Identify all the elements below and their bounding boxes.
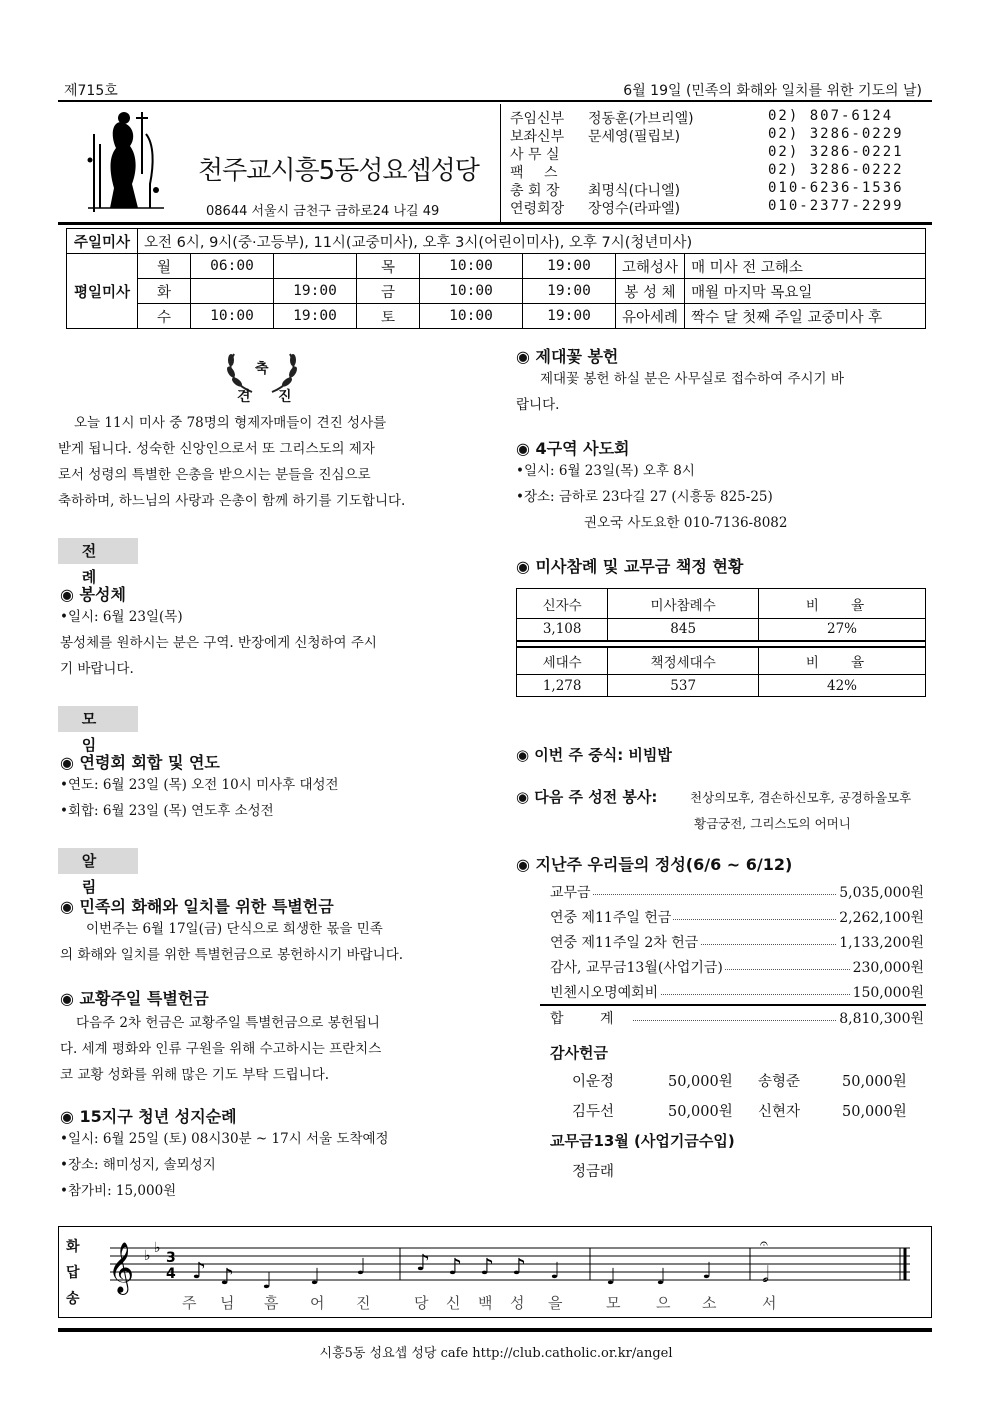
donor-name: 송형준 bbox=[758, 1074, 801, 1090]
lyric-char: 당 bbox=[414, 1294, 429, 1312]
stats-header-cell: 세대수 bbox=[517, 647, 608, 675]
footer-cafe-link[interactable]: 시흥5동 성요셉 성당 cafe http://club.catholic.or.kr/angel bbox=[319, 1346, 673, 1361]
stats-cell: 27% bbox=[759, 619, 926, 641]
stats-header-row bbox=[517, 647, 926, 675]
time-cell: 10:00 bbox=[191, 304, 274, 329]
congrats-left-char: 견 bbox=[237, 389, 251, 405]
contact-phone: 02) 807-6124 bbox=[768, 108, 894, 124]
lyric-char: 성 bbox=[510, 1294, 525, 1312]
choir-groups-line1: 천상의모후, 겸손하신모후, 공경하올모후 bbox=[690, 790, 912, 805]
day-cell: 월 bbox=[138, 254, 191, 279]
text-line: •장소: 금하로 23다길 27 (시흥동 825-25) bbox=[516, 489, 773, 505]
lyric-char: 소 bbox=[702, 1294, 717, 1312]
text-line: •참가비: 15,000원 bbox=[60, 1183, 177, 1199]
note-icon: ♩ bbox=[550, 1259, 561, 1284]
contact-row bbox=[510, 198, 920, 216]
text-line: •일시: 6월 25일 (토) 08시30분 ~ 17시 서울 도착예정 bbox=[60, 1131, 389, 1147]
time-cell: 10:00 bbox=[420, 279, 523, 304]
text-line: 로서 성령의 특별한 은총을 받으시는 분들을 진심으로 bbox=[58, 467, 371, 483]
header-top-rule bbox=[58, 100, 932, 102]
contact-row bbox=[510, 162, 920, 180]
flat-icon: ♭ bbox=[154, 1240, 161, 1256]
offering-label: 연중 제11주일 헌금 bbox=[550, 907, 673, 927]
offering-amount: 1,133,200원 bbox=[837, 932, 924, 952]
contact-role: 팩 스 bbox=[510, 165, 566, 181]
congrats-top-char: 축 bbox=[255, 361, 269, 377]
note-icon: 𝅗𝅥 bbox=[762, 1263, 769, 1288]
side-char: 송 bbox=[66, 1291, 80, 1307]
time-cell: 10:00 bbox=[420, 254, 523, 279]
fund-heading: 교무금13월 (사업기금수입) bbox=[550, 1132, 735, 1150]
text-line: 제대꽃 봉헌 하실 분은 사무실로 접수하여 주시기 바 bbox=[540, 371, 844, 387]
offering-total-row bbox=[550, 1008, 924, 1030]
saint-joseph-logo bbox=[80, 104, 176, 216]
contact-row bbox=[510, 144, 920, 162]
church-address: 08644 서울시 금천구 금하로24 나길 49 bbox=[206, 204, 440, 219]
total-label: 합 계 bbox=[550, 1008, 632, 1028]
pope-sunday-body bbox=[60, 1010, 480, 1088]
response-side-label bbox=[66, 1234, 86, 1312]
contact-role: 주임신부 bbox=[510, 111, 565, 127]
association-heading: ◉ 연령회 회합 및 연도 bbox=[60, 753, 220, 772]
altar-flower-heading: ◉ 제대꽃 봉헌 bbox=[516, 347, 619, 366]
stats-cell: 537 bbox=[608, 675, 759, 697]
thanks-row bbox=[568, 1100, 928, 1122]
response-lyrics bbox=[182, 1292, 802, 1312]
sunday-label: 주일미사 bbox=[67, 229, 138, 254]
lyric-char: 주 bbox=[182, 1294, 197, 1312]
time-signature-icon: 3 bbox=[166, 1250, 176, 1266]
contact-phone: 02) 3286-0221 bbox=[768, 144, 904, 160]
association-body bbox=[60, 772, 480, 824]
service-value: 짝수 달 첫째 주일 교중미사 후 bbox=[685, 304, 926, 329]
youth-pilgrimage-body bbox=[60, 1126, 480, 1204]
lyric-char: 을 bbox=[548, 1294, 563, 1312]
text-line: •연도: 6월 23일 (목) 오전 10시 미사후 대성전 bbox=[60, 777, 339, 793]
day-cell: 수 bbox=[138, 304, 191, 329]
lyric-char: 으 bbox=[656, 1294, 671, 1312]
congrats-paragraph bbox=[58, 410, 478, 514]
offering-row bbox=[550, 932, 924, 954]
national-offering-heading: ◉ 민족의 화해와 일치를 위한 특별헌금 bbox=[60, 897, 334, 916]
time-cell: 19:00 bbox=[523, 304, 616, 329]
side-char: 화 bbox=[66, 1239, 80, 1255]
lyric-char: 진 bbox=[356, 1294, 371, 1312]
contact-row bbox=[510, 108, 920, 126]
flat-icon: ♭ bbox=[144, 1248, 151, 1264]
issue-number: 제715호 bbox=[64, 83, 118, 99]
donor-name: 김두선 bbox=[572, 1104, 615, 1120]
contact-phone: 010-6236-1536 bbox=[768, 180, 904, 196]
service-label: 고해성사 bbox=[616, 254, 685, 279]
time-cell: 19:00 bbox=[523, 279, 616, 304]
section-label-notices: 알 림 bbox=[58, 848, 138, 874]
offering-row bbox=[550, 907, 924, 929]
text-line: •일시: 6월 23일(목) bbox=[60, 609, 183, 625]
text-line: 의 화해와 일치를 위한 특별헌금으로 봉헌하시기 바랍니다. bbox=[60, 947, 404, 963]
stats-heading: ◉ 미사참례 및 교무금 책정 현황 bbox=[516, 557, 744, 576]
note-icon: ♪ bbox=[512, 1255, 527, 1280]
mass-schedule-table bbox=[66, 228, 926, 329]
congrats-right-char: 진 bbox=[278, 389, 292, 405]
contact-name: 최명식(다니엘) bbox=[588, 183, 681, 199]
church-name: 천주교시흥5동성요셉성당 bbox=[198, 156, 479, 186]
day-cell: 목 bbox=[357, 254, 420, 279]
lyric-char: 서 bbox=[762, 1294, 777, 1312]
total-amount: 8,810,300원 bbox=[837, 1008, 924, 1028]
note-icon: ♪ bbox=[416, 1251, 431, 1276]
offering-row bbox=[550, 882, 924, 904]
contact-row bbox=[510, 180, 920, 198]
note-icon: ♩ bbox=[606, 1265, 617, 1290]
stats-cell: 42% bbox=[759, 675, 926, 697]
youth-pilgrimage-heading: ◉ 15지구 청년 성지순례 bbox=[60, 1107, 237, 1126]
time-cell: 19:00 bbox=[274, 304, 357, 329]
total-rule bbox=[540, 1004, 926, 1006]
stats-value-row bbox=[517, 675, 926, 697]
note-icon: ♩ bbox=[262, 1269, 273, 1294]
stats-header-cell: 신자수 bbox=[517, 589, 608, 619]
stats-header-cell: 책정세대수 bbox=[608, 647, 759, 675]
stats-cell: 845 bbox=[608, 619, 759, 641]
note-icon: ♩ bbox=[356, 1255, 367, 1280]
offering-label: 빈첸시오명예회비 bbox=[550, 982, 660, 1002]
text-line: •일시: 6월 23일(목) 오후 8시 bbox=[516, 463, 695, 479]
service-value: 매 미사 전 고해소 bbox=[685, 254, 926, 279]
donor-name: 신현자 bbox=[758, 1104, 801, 1120]
service-label: 유아세례 bbox=[616, 304, 685, 329]
offering-amount: 5,035,000원 bbox=[837, 882, 924, 902]
offering-label: 교무금 bbox=[550, 882, 593, 902]
time-cell: 19:00 bbox=[523, 254, 616, 279]
treble-clef-icon: 𝄞 bbox=[108, 1242, 135, 1293]
text-line: 랍니다. bbox=[516, 397, 560, 413]
note-icon: ♪ bbox=[480, 1255, 495, 1280]
music-staff bbox=[100, 1236, 920, 1296]
choir-label: ◉ 다음 주 성전 봉사: bbox=[516, 788, 658, 806]
attendance-stats-table bbox=[516, 588, 926, 697]
contact-phone: 02) 3286-0222 bbox=[768, 162, 904, 178]
stats-cell: 1,278 bbox=[517, 675, 608, 697]
lyric-char: 님 bbox=[220, 1294, 235, 1312]
note-icon: ♩ bbox=[656, 1265, 667, 1290]
national-offering-body bbox=[60, 916, 480, 968]
weekday-row bbox=[67, 279, 926, 304]
note-icon: ♩ bbox=[702, 1259, 713, 1284]
text-line: •회합: 6월 23일 (목) 연도후 소성전 bbox=[60, 803, 274, 819]
section-label-liturgy: 전 례 bbox=[58, 538, 138, 564]
contact-name: 문세영(필립보) bbox=[588, 129, 681, 145]
contact-role: 사 무 실 bbox=[510, 147, 560, 163]
footer-rule bbox=[58, 1328, 932, 1332]
stats-header-row bbox=[517, 589, 926, 619]
note-icon: ♪ bbox=[192, 1259, 207, 1284]
text-line: 다. 세계 평화와 인류 구원을 위해 수고하시는 프란치스 bbox=[60, 1041, 382, 1057]
contact-role: 총 회 장 bbox=[510, 183, 560, 199]
district-heading: ◉ 4구역 사도회 bbox=[516, 439, 630, 458]
lyric-char: 신 bbox=[446, 1294, 461, 1312]
date-line: 6월 19일 (민족의 화해와 일치를 위한 기도의 날) bbox=[623, 83, 922, 99]
weekday-label: 평일미사 bbox=[67, 254, 138, 329]
time-cell bbox=[191, 279, 274, 304]
offering-label: 연중 제11주일 2차 헌금 bbox=[550, 932, 700, 952]
fund-donor: 정금래 bbox=[572, 1164, 615, 1180]
service-label: 봉 성 체 bbox=[616, 279, 685, 304]
contacts-divider bbox=[500, 104, 501, 222]
weekday-row bbox=[67, 254, 926, 279]
sunday-row bbox=[67, 229, 926, 254]
time-cell: 06:00 bbox=[191, 254, 274, 279]
text-line: 축하하며, 하느님의 사랑과 은총이 함께 하기를 기도합니다. bbox=[58, 493, 406, 509]
text-line: 코 교황 성화를 위해 많은 기도 부탁 드립니다. bbox=[60, 1067, 330, 1083]
service-value: 매월 마지막 목요일 bbox=[685, 279, 926, 304]
day-cell: 화 bbox=[138, 279, 191, 304]
stats-value-row bbox=[517, 619, 926, 641]
offering-row bbox=[550, 957, 924, 979]
day-cell: 토 bbox=[357, 304, 420, 329]
side-char: 답 bbox=[66, 1265, 80, 1281]
offering-heading: ◉ 지난주 우리들의 정성(6/6 ~ 6/12) bbox=[516, 855, 793, 874]
lunch-menu: ◉ 이번 주 중식: 비빔밥 bbox=[516, 746, 672, 764]
donor-name: 이운정 bbox=[572, 1074, 615, 1090]
communion-heading: ◉ 봉성체 bbox=[60, 585, 126, 604]
donor-amount: 50,000원 bbox=[842, 1104, 907, 1120]
text-line: 받게 됩니다. 성숙한 신앙인으로서 또 그리스도의 제자 bbox=[58, 441, 375, 457]
communion-body bbox=[60, 604, 480, 682]
contact-role: 보좌신부 bbox=[510, 129, 565, 145]
stats-header-cell: 비 율 bbox=[759, 589, 926, 619]
stats-header-cell: 미사참례수 bbox=[608, 589, 759, 619]
donor-amount: 50,000원 bbox=[668, 1074, 733, 1090]
text-line: 이번주는 6월 17일(금) 단식으로 희생한 몫을 민족 bbox=[86, 921, 383, 937]
thanks-row bbox=[568, 1070, 928, 1092]
sunday-times: 오전 6시, 9시(중·고등부), 11시(교중미사), 오후 3시(어린이미사), 오후 7시(청년미사) bbox=[138, 229, 926, 254]
section-label-meetings: 모 임 bbox=[58, 706, 138, 732]
donor-amount: 50,000원 bbox=[668, 1104, 733, 1120]
header-bottom-rule bbox=[58, 222, 932, 225]
donor-amount: 50,000원 bbox=[842, 1074, 907, 1090]
offering-amount: 2,262,100원 bbox=[837, 907, 924, 927]
altar-flower-body bbox=[516, 366, 936, 418]
text-line: •장소: 해미성지, 솔뫼성지 bbox=[60, 1157, 216, 1173]
offering-label: 감사, 교무금13월(사업기금) bbox=[550, 957, 725, 977]
text-line: 다음주 2차 헌금은 교황주일 특별헌금으로 봉헌됩니 bbox=[76, 1015, 380, 1031]
note-icon: ♪ bbox=[220, 1265, 235, 1290]
contact-phone: 010-2377-2299 bbox=[768, 198, 904, 214]
offering-amount: 230,000원 bbox=[851, 957, 924, 977]
offering-amount: 150,000원 bbox=[851, 982, 924, 1002]
contact-name: 장영수(라파엘) bbox=[588, 201, 681, 217]
contact-role: 연령회장 bbox=[510, 201, 565, 217]
choir-groups-line2: 황금궁전, 그리스도의 어머니 bbox=[694, 816, 851, 831]
contact-phone: 02) 3286-0229 bbox=[768, 126, 904, 142]
thanks-offering-heading: 감사헌금 bbox=[550, 1044, 608, 1062]
note-icon: ♪ bbox=[448, 1255, 463, 1280]
lyric-char: 어 bbox=[310, 1294, 325, 1312]
contact-name: 정동훈(가브리엘) bbox=[588, 111, 694, 127]
contact-row bbox=[510, 126, 920, 144]
offering-row bbox=[550, 982, 924, 1004]
time-signature-icon: 4 bbox=[166, 1266, 176, 1282]
time-cell bbox=[274, 254, 357, 279]
day-cell: 금 bbox=[357, 279, 420, 304]
text-line: 봉성체를 원하시는 분은 구역. 반장에게 신청하여 주시 bbox=[60, 635, 377, 651]
pope-sunday-heading: ◉ 교황주일 특별헌금 bbox=[60, 989, 209, 1008]
lyric-char: 모 bbox=[606, 1294, 621, 1312]
fermata-icon: 𝄐 bbox=[760, 1236, 768, 1252]
text-line: 권오국 사도요한 010-7136-8082 bbox=[584, 515, 788, 531]
time-cell: 19:00 bbox=[274, 279, 357, 304]
note-icon: ♩ bbox=[310, 1265, 321, 1290]
stats-cell: 3,108 bbox=[517, 619, 608, 641]
text-line: 오늘 11시 미사 중 78명의 형제자매들이 견진 성사를 bbox=[74, 415, 387, 431]
lyric-char: 백 bbox=[478, 1294, 493, 1312]
stats-header-cell: 비 율 bbox=[759, 647, 926, 675]
lyric-char: 흠 bbox=[264, 1294, 279, 1312]
district-body bbox=[516, 458, 936, 536]
time-cell: 10:00 bbox=[420, 304, 523, 329]
text-line: 기 바랍니다. bbox=[60, 661, 134, 677]
weekday-row bbox=[67, 304, 926, 329]
